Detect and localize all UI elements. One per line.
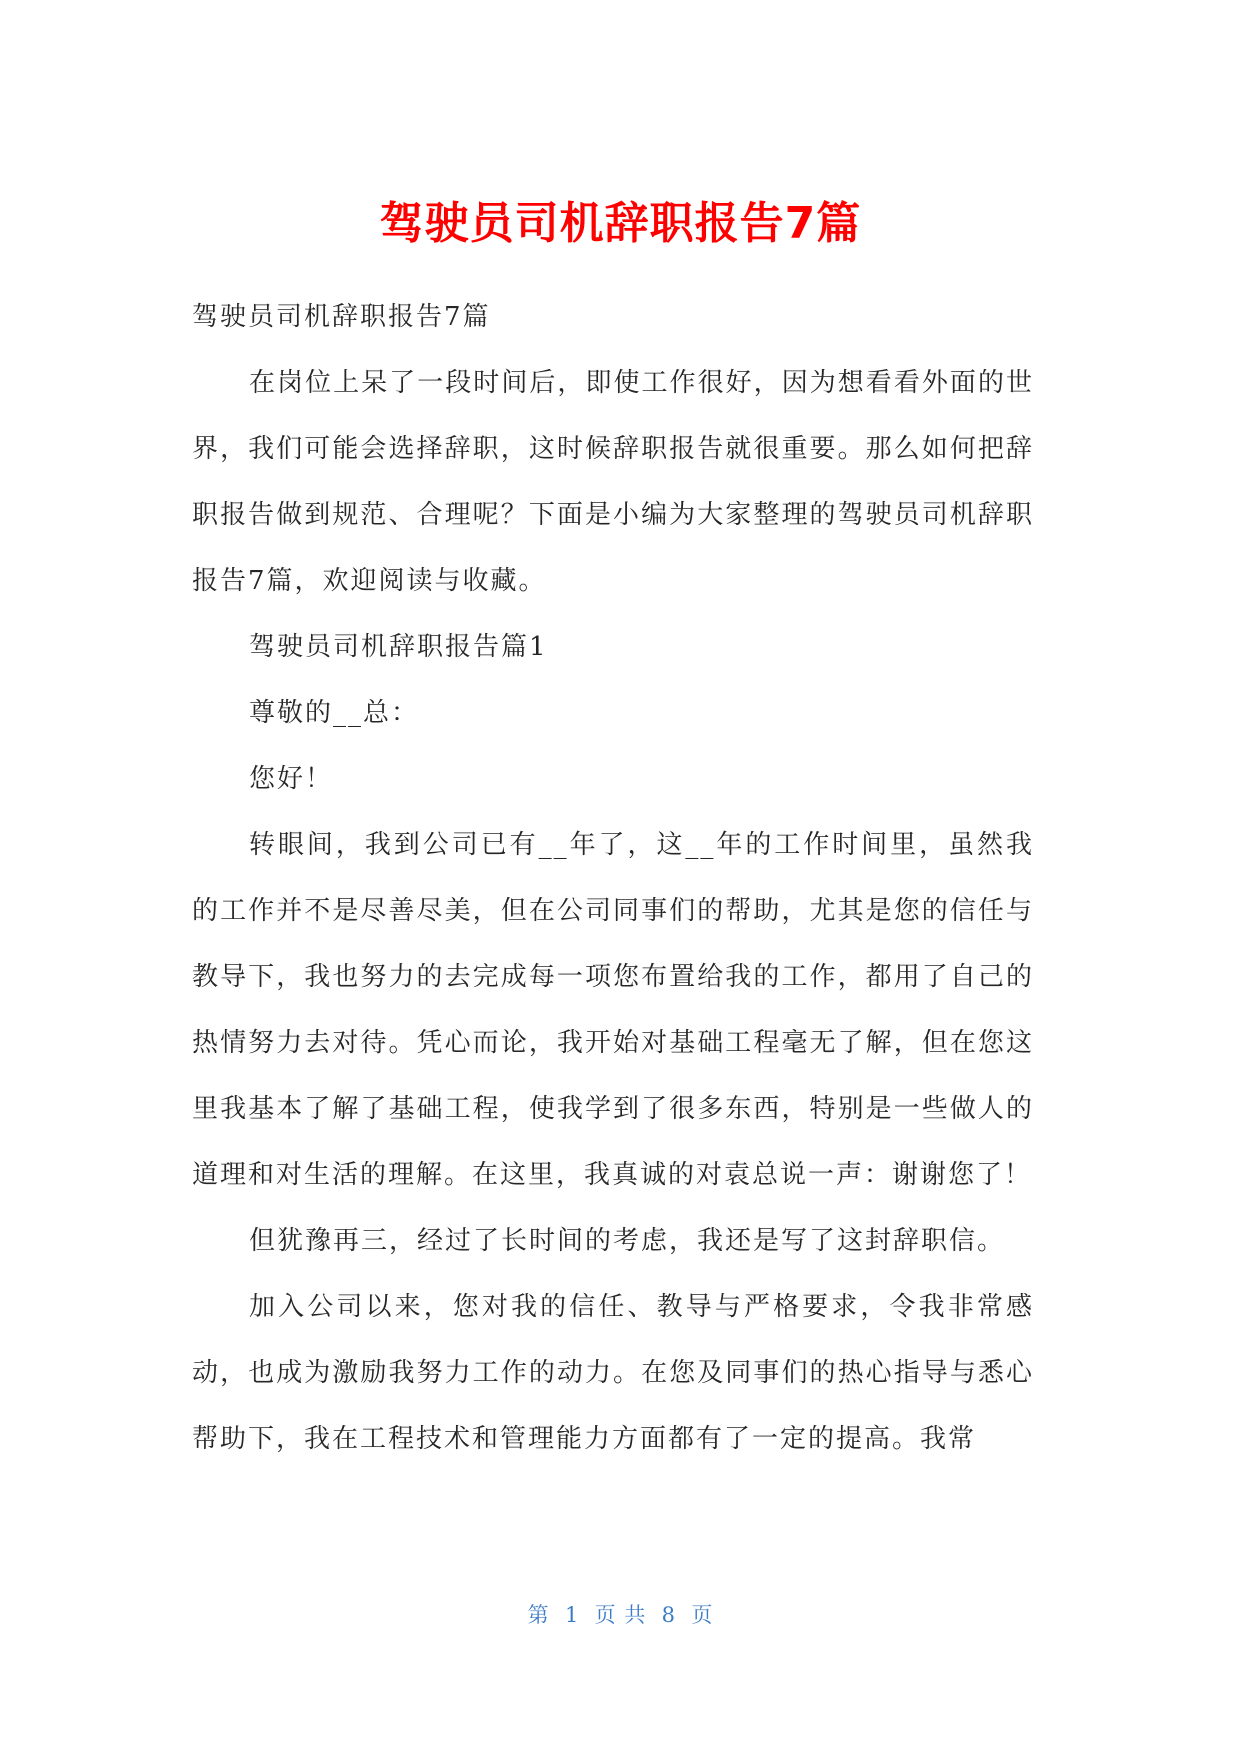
document-body	[192, 284, 1034, 1472]
paragraph-body-1: 转眼间，我到公司已有__年了，这__年的工作时间里，虽然我的工作并不是尽善尽美，但在公司同事们的帮助，尤其是您的信任与教导下，我也努力的去完成每一项您布置给我的工作，都用了自己的热情努力去对待。凭心而论，我开始对基础工程毫无了解，但在您这里我基本了解了基础工程，使我学到了很多东西，特别是一些做人的道理和对生活的理解。在这里，我真诚的对袁总说一声：谢谢您了！	[192, 830, 1034, 1190]
paragraph-intro: 在岗位上呆了一段时间后，即使工作很好，因为想看看外面的世界，我们可能会选择辞职，这时候辞职报告就很重要。那么如何把辞职报告做到规范、合理呢？下面是小编为大家整理的驾驶员司机辞职报告7篇，欢迎阅读与收藏。	[192, 368, 1034, 596]
paragraph-body-2: 但犹豫再三，经过了长时间的考虑，我还是写了这封辞职信。	[249, 1226, 1006, 1256]
paragraph-body-3: 加入公司以来，您对我的信任、教导与严格要求，令我非常感动，也成为激励我努力工作的动力。在您及同事们的热心指导与悉心帮助下，我在工程技术和管理能力方面都有了一定的提高。我常	[192, 1292, 1034, 1454]
paragraph-section-heading: 驾驶员司机辞职报告篇1	[249, 632, 548, 662]
page-footer: 第 1 页 共 8 页	[527, 1603, 714, 1627]
paragraph-subtitle: 驾驶员司机辞职报告7篇	[192, 302, 491, 332]
paragraph-greeting: 您好！	[249, 764, 334, 794]
paragraph-salutation: 尊敬的__总：	[249, 698, 420, 728]
document-title: 驾驶员司机辞职报告7篇	[379, 198, 862, 249]
